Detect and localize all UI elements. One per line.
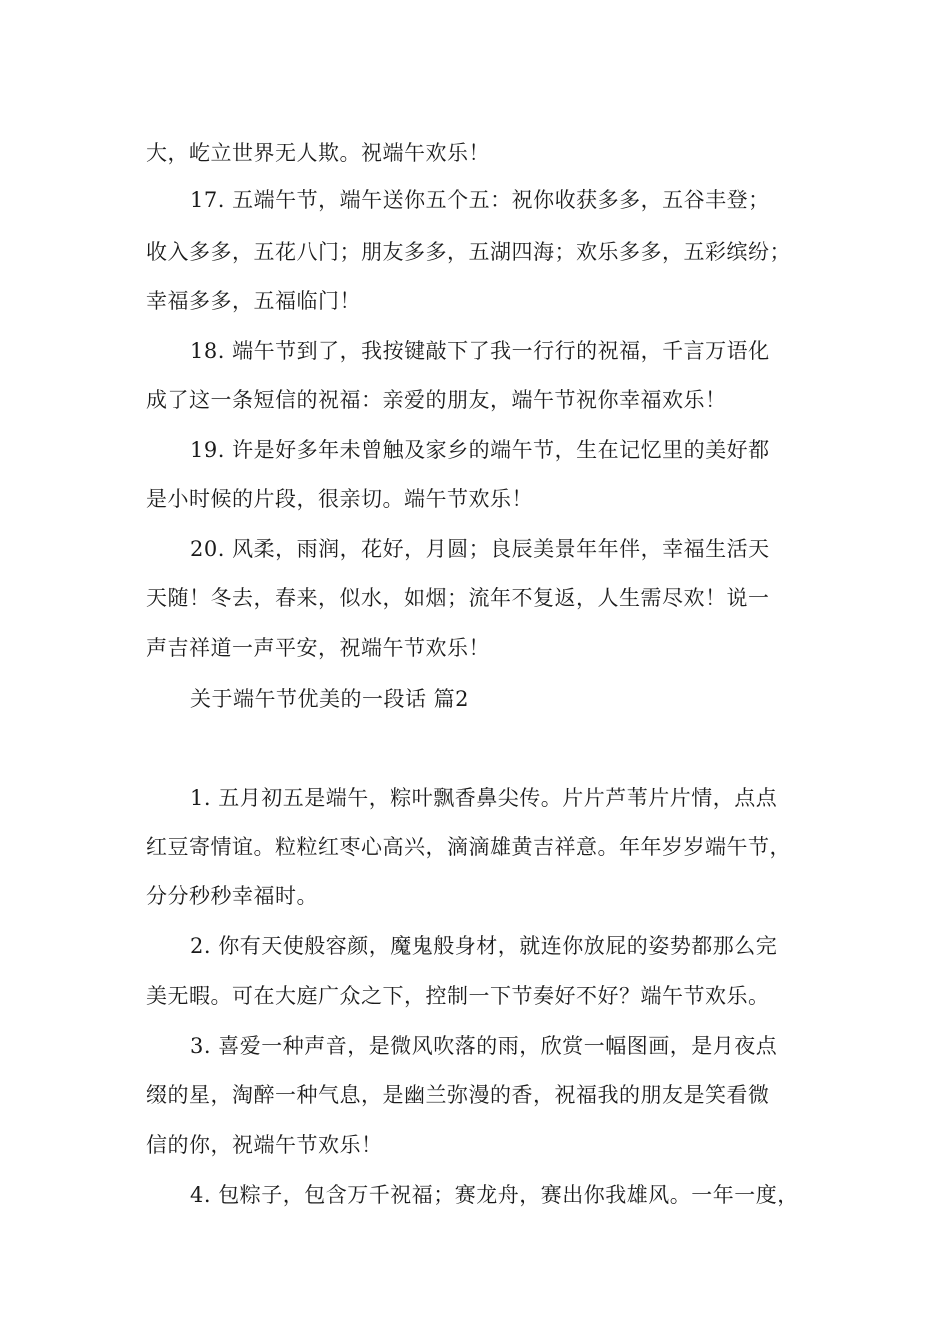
text-line: 大，屹立世界无人欺。祝端午欢乐！ [146,141,490,165]
text-line: 是小时候的片段，很亲切。端午节欢乐！ [146,487,533,511]
text-line: 红豆寄情谊。粒粒红枣心高兴，滴滴雄黄吉祥意。年年岁岁端午节， [146,835,791,859]
text-line: 幸福多多，五福临门！ [146,289,361,313]
text-line: 分分秒秒幸福时。 [146,884,318,908]
list-item-3: 3. 喜爱一种声音，是微风吹落的雨，欣赏一幅图画，是月夜点 [190,1034,778,1058]
list-item-20: 20. 风柔，雨润，花好，月圆；良辰美景年年伴，幸福生活天 [190,537,770,561]
text-line: 天随！冬去，春来，似水，如烟；流年不复返，人生需尽欢！说一 [146,586,770,610]
text-line: 成了这一条短信的祝福：亲爱的朋友，端午节祝你幸福欢乐！ [146,388,727,412]
list-item-4: 4. 包粽子，包含万千祝福；赛龙舟，赛出你我雄风。一年一度， [190,1183,799,1207]
list-item-18: 18. 端午节到了，我按键敲下了我一行行的祝福，千言万语化 [190,339,770,363]
list-item-1: 1. 五月初五是端午，粽叶飘香鼻尖传。片片芦苇片片情，点点 [190,786,778,810]
list-item-2: 2. 你有天使般容颜，魔鬼般身材，就连你放屁的姿势都那么完 [190,934,778,958]
text-line: 信的你，祝端午节欢乐！ [146,1133,383,1157]
text-line: 缀的星，淘醉一种气息，是幽兰弥漫的香，祝福我的朋友是笑看微 [146,1083,770,1107]
text-line: 美无暇。可在大庭广众之下，控制一下节奏好不好？端午节欢乐。 [146,984,770,1008]
text-line: 收入多多，五花八门；朋友多多，五湖四海；欢乐多多，五彩缤纷； [146,240,791,264]
text-line: 声吉祥道一声平安，祝端午节欢乐！ [146,636,490,660]
list-item-19: 19. 许是好多年未曾触及家乡的端午节，生在记忆里的美好都 [190,438,770,462]
list-item-17: 17. 五端午节，端午送你五个五：祝你收获多多，五谷丰登； [190,188,770,212]
section-heading: 关于端午节优美的一段话 篇2 [190,687,470,711]
